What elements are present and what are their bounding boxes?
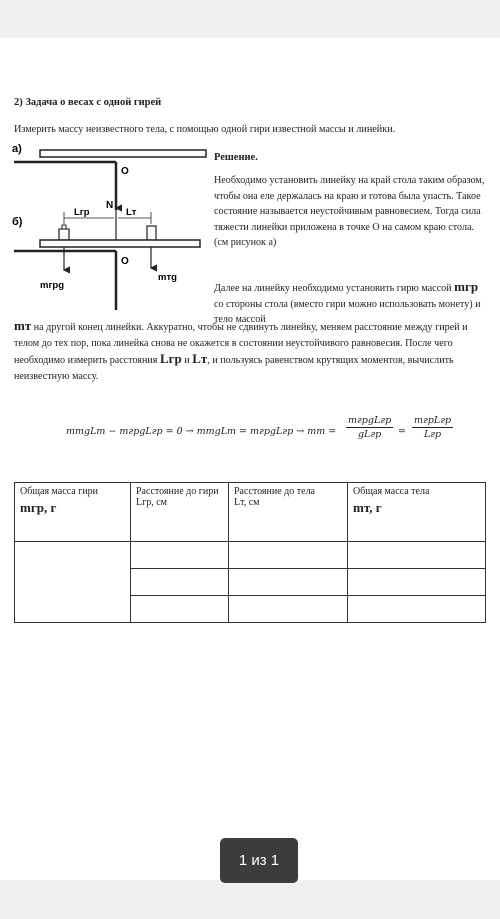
point-o-bottom: O [121,256,129,267]
measurement-table [14,482,486,623]
page-indicator[interactable]: 1 из 1 [220,838,298,883]
solution-paragraph-2-top: Далее на линейку необходимо установить гирю массой mгр со стороны стола (вместо гири можно использовать монету) и тело массой [214,279,481,326]
table-cell[interactable] [348,596,486,623]
table-cell[interactable] [229,569,348,596]
solution-paragraph-1: Необходимо установить линейку на край стола таким образом, чтобы она еле держалась на краю и готова была упасть. Такое состояние называется неустойчивым равновесием. Тогда сила тяжести линейки приложена в точке О на самом краю стола. (см рисунок а) [214,175,485,249]
header-gir-distance: Расстояние до гири Lгр, см [131,483,229,542]
point-o-top: O [121,166,129,177]
top-bar [0,0,500,38]
symbol-lgr: Lгр [159,351,182,367]
solution-paragraph-2: mт на другой конец линейки. Аккуратно, чтобы не сдвинуть линейку, меняем расстояние между гирей и телом до тех пор, пока линейка снова не окажется в состоянии неустойчивого равновесия. После чего необходимо измерить расстояния Lгр и Lт, и пользуясь равенством крутящих моментов, вычислить неизвестную массу. [14,318,468,382]
formula-fraction-1: mгрgLгр gLгр [348,415,392,440]
table-cell[interactable] [131,596,229,623]
table-row [15,542,486,569]
task-intro: Измерить массу неизвестного тела, с помощью одной гири известной массы и линейки. [14,124,396,135]
bottom-bar [0,880,500,919]
table-cell[interactable] [131,542,229,569]
formula-part1: mтgLт − mгрgLгр = 0 → mтgLт = mгрgLгр → mт = [66,426,337,437]
symbol-mgr: mгр [454,279,479,294]
lever-figure [8,140,208,310]
formula-equals: = [398,426,406,437]
table-cell[interactable] [131,569,229,596]
label-lgr: Lгр [74,207,90,218]
header-gir-mass: Общая масса гири mгр, г [15,483,131,542]
label-lt: Lт [126,207,137,218]
figure-label-b: б) [12,216,23,228]
solution-heading: Решение. [214,152,258,163]
label-mt-g: mтg [158,272,177,283]
moment-formula [66,413,466,449]
table-cell[interactable] [229,542,348,569]
table-cell[interactable] [15,542,131,623]
table-cell[interactable] [348,542,486,569]
figure-label-a: а) [12,143,22,155]
header-body-mass: Общая масса тела mт, г [348,483,486,542]
symbol-lt: Lт [192,351,208,367]
label-mgr-g: mгрg [40,280,65,291]
table-cell[interactable] [348,569,486,596]
table-header-row [15,483,486,542]
label-n: N [106,200,114,211]
table-cell[interactable] [229,596,348,623]
task-title: 2) Задача о весах с одной гирей [14,97,162,108]
header-body-distance: Расстояние до тела Lт, см [229,483,348,542]
formula-fraction-2: mгрLгр Lгр [414,415,452,440]
symbol-mt: mт [14,318,32,333]
